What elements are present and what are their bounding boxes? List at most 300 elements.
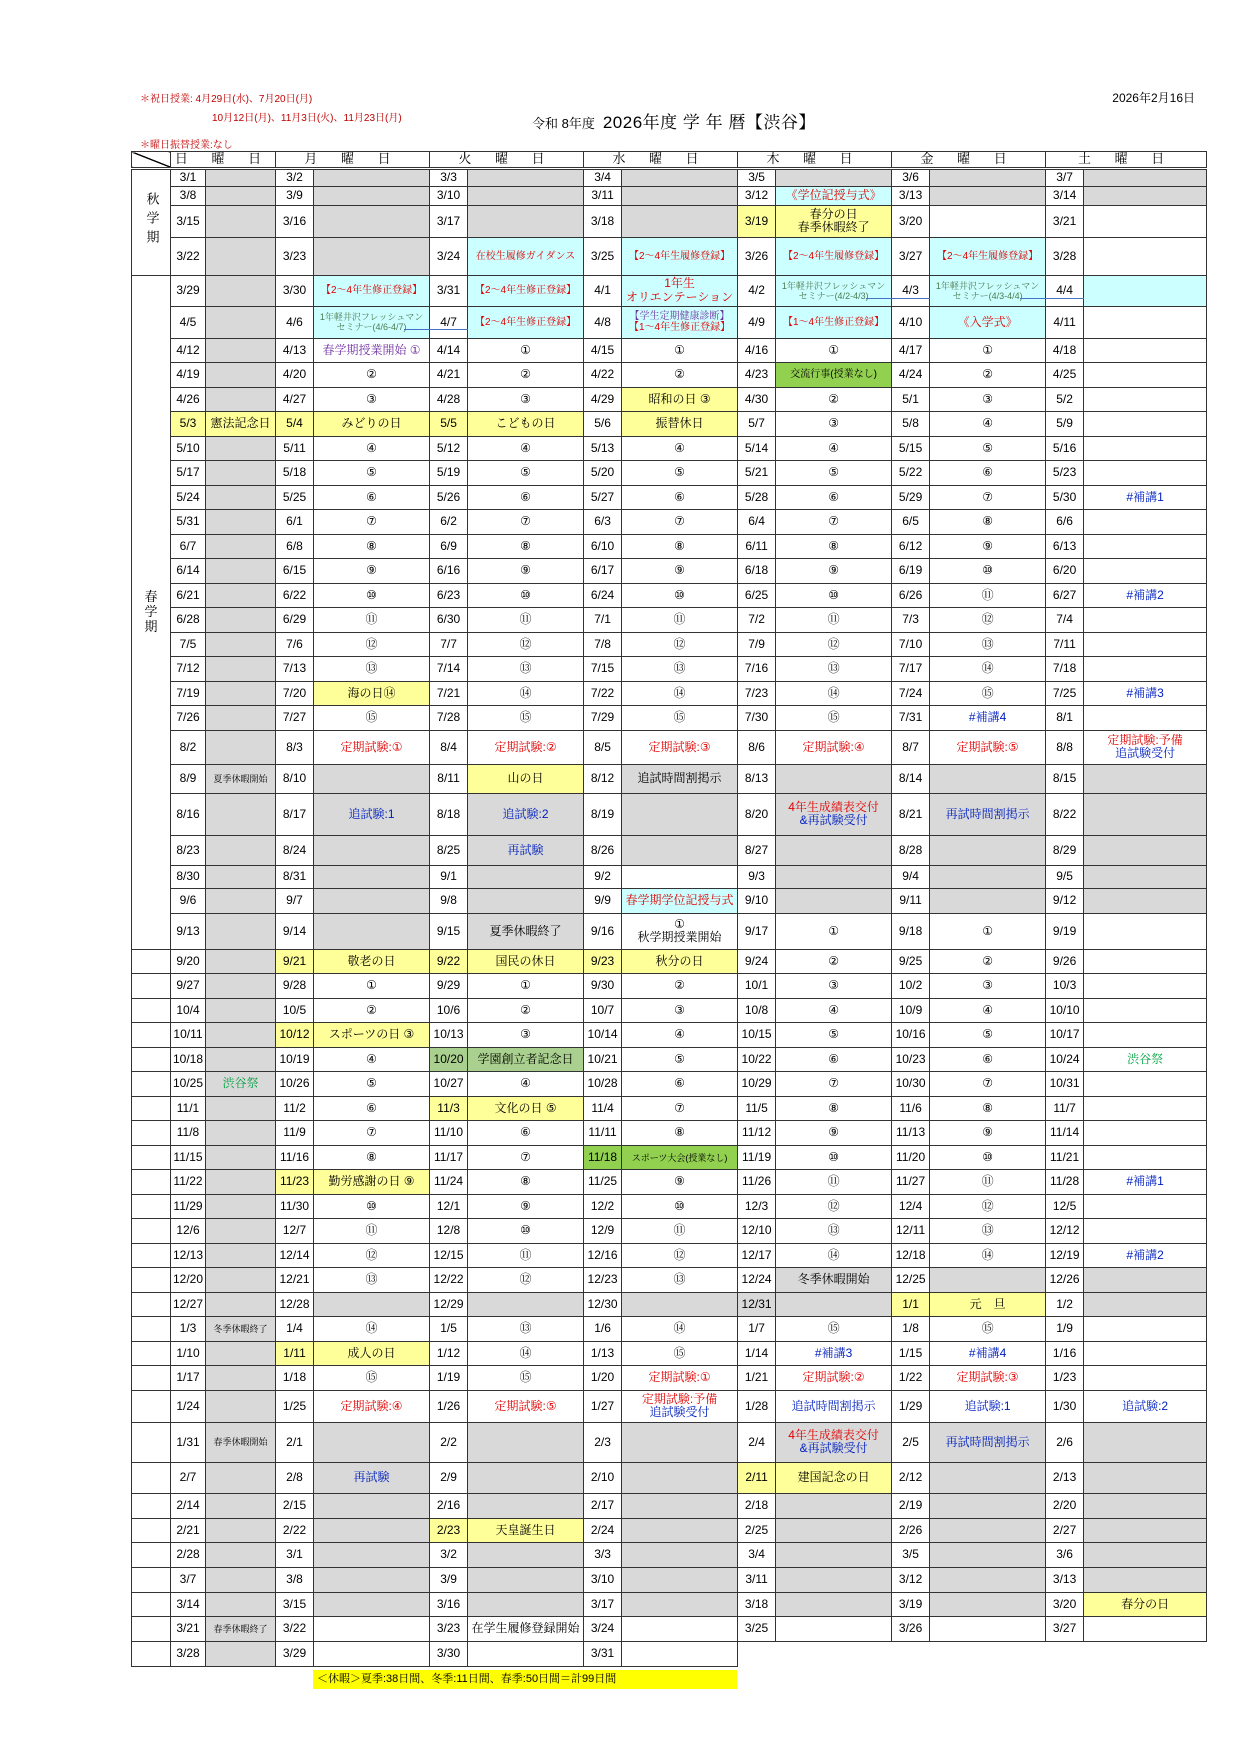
empty-cell — [1046, 1642, 1207, 1667]
date-cell: 3/28 — [1046, 237, 1084, 275]
date-cell: 5/23 — [1046, 461, 1084, 486]
week-row — [132, 1422, 1207, 1462]
event-cell — [314, 835, 430, 865]
event-text-line2: セミナー(4/6-4/7) — [336, 322, 407, 333]
event-text: ⑮ — [519, 710, 532, 725]
event-text: ⑮ — [673, 710, 686, 725]
event-cell — [776, 608, 892, 633]
date-cell: 10/30 — [892, 1072, 930, 1097]
week-row — [132, 974, 1207, 999]
date-cell: 9/11 — [892, 888, 930, 913]
event-text: ④ — [520, 440, 531, 455]
event-cell — [206, 510, 276, 535]
date-cell: 11/30 — [276, 1194, 314, 1219]
date-cell: 4/22 — [584, 363, 622, 388]
academic-calendar-table — [131, 151, 1207, 1667]
event-cell — [1084, 338, 1207, 363]
event-cell — [930, 1194, 1046, 1219]
event-text: ② — [828, 391, 839, 406]
week-row — [132, 168, 1207, 186]
date-cell: 3/9 — [276, 186, 314, 205]
event-text: 【2～4年生履修登録】 — [937, 250, 1039, 262]
event-text: ⑩ — [982, 1149, 993, 1164]
event-cell — [776, 1543, 892, 1568]
date-cell: 10/19 — [276, 1047, 314, 1072]
event-text: ⑬ — [673, 661, 686, 676]
event-cell — [1084, 1096, 1207, 1121]
date-cell: 7/25 — [1046, 681, 1084, 706]
event-cell — [776, 186, 892, 205]
event-cell — [622, 1194, 738, 1219]
week-row — [132, 436, 1207, 461]
event-cell — [622, 1170, 738, 1195]
date-cell: 1/27 — [584, 1390, 622, 1422]
event-text: 【2～4年生履修登録】 — [783, 250, 885, 262]
date-cell: 3/26 — [738, 237, 776, 275]
event-cell — [622, 632, 738, 657]
date-cell: 3/25 — [584, 237, 622, 275]
event-cell — [206, 1096, 276, 1121]
term-label-cell — [132, 1366, 171, 1391]
event-cell — [1084, 1219, 1207, 1244]
date-cell: 4/11 — [1046, 306, 1084, 338]
event-cell — [622, 1462, 738, 1493]
date-cell: 2/7 — [171, 1462, 206, 1493]
week-row — [132, 608, 1207, 633]
date-cell: 3/22 — [276, 1617, 314, 1642]
event-text-line2: 追試験受付 — [1115, 746, 1176, 761]
event-cell — [206, 168, 276, 186]
date-cell: 8/27 — [738, 835, 776, 865]
event-cell — [314, 1096, 430, 1121]
date-cell: 6/3 — [584, 510, 622, 535]
event-cell — [206, 706, 276, 731]
event-text: ⑮ — [519, 1370, 532, 1385]
date-cell: 10/15 — [738, 1023, 776, 1048]
event-cell — [468, 306, 584, 338]
event-cell — [776, 657, 892, 682]
date-cell: 4/7 — [430, 306, 468, 338]
date-cell: 2/19 — [892, 1493, 930, 1518]
event-cell — [468, 363, 584, 388]
date-cell: 2/4 — [738, 1422, 776, 1462]
date-cell: 9/16 — [584, 913, 622, 949]
date-cell: 1/20 — [584, 1366, 622, 1391]
date-cell: 11/9 — [276, 1121, 314, 1146]
event-text: 定期試験:② — [802, 1370, 865, 1385]
week-row — [132, 764, 1207, 793]
date-cell: 9/2 — [584, 865, 622, 888]
week-row — [132, 387, 1207, 412]
event-cell — [622, 412, 738, 437]
event-cell — [930, 1072, 1046, 1097]
event-cell — [776, 1341, 892, 1366]
event-text: ⑫ — [365, 636, 378, 651]
event-text: 敬老の日 — [347, 953, 396, 968]
date-cell: 3/24 — [430, 237, 468, 275]
event-cell — [206, 1023, 276, 1048]
event-cell — [930, 237, 1046, 275]
event-text: ⑤ — [828, 465, 839, 480]
week-row — [132, 186, 1207, 205]
event-cell — [314, 913, 430, 949]
date-cell: 6/12 — [892, 534, 930, 559]
date-cell: 3/17 — [584, 1592, 622, 1617]
event-cell — [314, 275, 430, 306]
event-cell — [314, 436, 430, 461]
event-cell — [468, 1072, 584, 1097]
date-cell: 11/14 — [1046, 1121, 1084, 1146]
event-cell — [776, 387, 892, 412]
event-text: ⑬ — [365, 1272, 378, 1287]
event-cell — [1084, 1462, 1207, 1493]
date-cell: 1/22 — [892, 1366, 930, 1391]
event-cell — [314, 793, 430, 835]
term-label-cell — [132, 1096, 171, 1121]
date-cell: 9/13 — [171, 913, 206, 949]
week-row — [132, 657, 1207, 682]
event-text: 再試験 — [507, 842, 544, 857]
date-cell: 2/12 — [892, 1462, 930, 1493]
date-cell: 8/20 — [738, 793, 776, 835]
term-label-cell — [132, 1592, 171, 1617]
week-row — [132, 1617, 1207, 1642]
date-cell: 10/17 — [1046, 1023, 1084, 1048]
date-cell: 1/2 — [1046, 1292, 1084, 1317]
event-text: ④ — [674, 1027, 685, 1042]
event-cell — [930, 913, 1046, 949]
date-cell: 6/19 — [892, 559, 930, 584]
event-cell — [622, 1543, 738, 1568]
event-text: ⑭ — [519, 685, 532, 700]
week-row — [132, 1145, 1207, 1170]
date-cell: 12/8 — [430, 1219, 468, 1244]
date-cell: 5/24 — [171, 485, 206, 510]
event-cell — [930, 1493, 1046, 1518]
event-cell — [206, 1568, 276, 1593]
event-cell — [468, 1617, 584, 1642]
event-text: ④ — [366, 1051, 377, 1066]
date-cell: 3/7 — [171, 1568, 206, 1593]
event-text: ⑬ — [519, 661, 532, 676]
event-text: ⑮ — [365, 710, 378, 725]
event-cell — [314, 338, 430, 363]
event-text: 春学期学位記授与式 — [625, 893, 734, 908]
event-text-line2: セミナー(4/2-4/3) — [798, 290, 869, 301]
date-cell: 7/13 — [276, 657, 314, 682]
week-row — [132, 998, 1207, 1023]
event-text: 振替休日 — [655, 416, 704, 431]
event-cell — [930, 186, 1046, 205]
event-cell — [1084, 1366, 1207, 1391]
event-cell — [622, 363, 738, 388]
event-text: ④ — [828, 1002, 839, 1017]
date-cell: 3/12 — [738, 186, 776, 205]
event-text: ① — [674, 916, 685, 931]
event-cell — [206, 888, 276, 913]
event-cell — [206, 338, 276, 363]
date-cell: 1/9 — [1046, 1317, 1084, 1342]
event-cell — [776, 1568, 892, 1593]
date-cell: 4/18 — [1046, 338, 1084, 363]
event-cell — [930, 1292, 1046, 1317]
event-cell — [468, 764, 584, 793]
date-cell: 12/30 — [584, 1292, 622, 1317]
event-text: ⑭ — [981, 1247, 994, 1262]
event-text: ⑧ — [366, 1149, 377, 1164]
event-text: 冬季休暇終了 — [213, 1324, 268, 1335]
date-cell: 7/22 — [584, 681, 622, 706]
event-cell — [206, 583, 276, 608]
date-cell: 3/31 — [430, 275, 468, 306]
event-text: 1年軽井沢フレッシュマン — [781, 280, 886, 291]
event-cell — [622, 1268, 738, 1293]
date-cell: 3/22 — [171, 237, 206, 275]
event-cell — [1084, 534, 1207, 559]
event-cell — [930, 1121, 1046, 1146]
event-cell — [468, 1518, 584, 1543]
date-cell: 3/15 — [276, 1592, 314, 1617]
date-cell: 5/22 — [892, 461, 930, 486]
event-cell — [468, 888, 584, 913]
event-cell — [468, 485, 584, 510]
event-cell — [930, 706, 1046, 731]
date-cell: 9/19 — [1046, 913, 1084, 949]
date-cell: 3/3 — [584, 1543, 622, 1568]
event-text: ① — [520, 342, 531, 357]
event-cell — [930, 998, 1046, 1023]
event-cell — [776, 168, 892, 186]
date-cell: 5/27 — [584, 485, 622, 510]
date-cell: 12/19 — [1046, 1243, 1084, 1268]
event-cell — [930, 730, 1046, 764]
event-text: ⑥ — [674, 1076, 685, 1091]
event-text: 在学生履修登録開始 — [471, 1621, 580, 1636]
event-cell — [776, 1219, 892, 1244]
event-cell — [776, 835, 892, 865]
event-text: ⑭ — [365, 1321, 378, 1336]
week-row — [132, 306, 1207, 338]
event-cell — [206, 1268, 276, 1293]
date-cell: 1/10 — [171, 1341, 206, 1366]
event-text-line2: 追試験受付 — [649, 1405, 710, 1420]
date-cell: 4/28 — [430, 387, 468, 412]
date-cell: 9/29 — [430, 974, 468, 999]
date-cell: 8/23 — [171, 835, 206, 865]
date-cell: 12/13 — [171, 1243, 206, 1268]
week-row — [132, 1194, 1207, 1219]
event-cell — [622, 949, 738, 974]
event-cell — [314, 1317, 430, 1342]
date-cell: 11/26 — [738, 1170, 776, 1195]
event-cell — [468, 510, 584, 535]
week-row — [132, 559, 1207, 584]
date-cell: 8/3 — [276, 730, 314, 764]
event-cell — [206, 186, 276, 205]
event-cell — [206, 1292, 276, 1317]
event-cell — [206, 559, 276, 584]
date-cell: 7/20 — [276, 681, 314, 706]
date-cell: 5/31 — [171, 510, 206, 535]
date-cell: 5/1 — [892, 387, 930, 412]
date-cell: 9/25 — [892, 949, 930, 974]
date-cell: 5/6 — [584, 412, 622, 437]
date-cell: 1/28 — [738, 1390, 776, 1422]
event-text: 学園創立者記念日 — [477, 1051, 574, 1066]
event-cell — [314, 1072, 430, 1097]
date-cell: 7/8 — [584, 632, 622, 657]
event-cell — [622, 1096, 738, 1121]
event-cell — [1084, 306, 1207, 338]
event-cell — [206, 237, 276, 275]
event-cell — [314, 1518, 430, 1543]
date-cell: 4/1 — [584, 275, 622, 306]
event-cell — [622, 1292, 738, 1317]
date-cell: 2/5 — [892, 1422, 930, 1462]
date-cell: 7/3 — [892, 608, 930, 633]
event-cell — [930, 1543, 1046, 1568]
date-cell: 5/26 — [430, 485, 468, 510]
event-cell — [1084, 1243, 1207, 1268]
date-cell: 2/10 — [584, 1462, 622, 1493]
event-cell — [776, 485, 892, 510]
event-text: ⑪ — [519, 612, 532, 627]
event-cell — [314, 168, 430, 186]
date-cell: 1/6 — [584, 1317, 622, 1342]
date-cell: 6/29 — [276, 608, 314, 633]
date-cell: 7/24 — [892, 681, 930, 706]
event-cell — [468, 1366, 584, 1391]
event-text: ⑪ — [519, 1247, 532, 1262]
date-cell: 7/19 — [171, 681, 206, 706]
event-cell — [1084, 237, 1207, 275]
event-text: 春分の日 — [809, 206, 858, 221]
date-cell: 11/1 — [171, 1096, 206, 1121]
term-label-cell — [132, 1292, 171, 1317]
date-cell: 8/15 — [1046, 764, 1084, 793]
event-text: 定期試験:④ — [802, 739, 865, 754]
event-cell — [1084, 412, 1207, 437]
date-cell: 1/7 — [738, 1317, 776, 1342]
event-text: ⑬ — [673, 1272, 686, 1287]
date-cell: 9/12 — [1046, 888, 1084, 913]
date-cell: 6/13 — [1046, 534, 1084, 559]
date-cell: 9/30 — [584, 974, 622, 999]
event-text-line2: &再試験受付 — [799, 1441, 868, 1456]
event-cell — [622, 436, 738, 461]
week-row — [132, 1518, 1207, 1543]
event-cell — [206, 387, 276, 412]
event-text: ⑭ — [827, 685, 840, 700]
event-text: 追試験:1 — [964, 1398, 1011, 1413]
week-row — [132, 1642, 1207, 1667]
event-text: ⑫ — [365, 1247, 378, 1262]
date-cell: 10/29 — [738, 1072, 776, 1097]
date-cell: 12/31 — [738, 1292, 776, 1317]
event-text: ⑪ — [981, 587, 994, 602]
date-cell: 11/4 — [584, 1096, 622, 1121]
event-text: 交流行事(授業なし) — [790, 369, 877, 381]
date-cell: 1/12 — [430, 1341, 468, 1366]
event-cell — [1084, 1518, 1207, 1543]
event-text: ③ — [520, 391, 531, 406]
event-cell — [776, 706, 892, 731]
date-cell: 5/16 — [1046, 436, 1084, 461]
event-cell — [468, 205, 584, 237]
title-main: 2026年度 学 年 暦【渋谷】 — [602, 113, 816, 132]
event-cell — [776, 632, 892, 657]
date-cell: 8/16 — [171, 793, 206, 835]
event-text: ⑥ — [828, 1051, 839, 1066]
event-cell — [468, 1023, 584, 1048]
event-text: ② — [828, 953, 839, 968]
date-cell: 7/9 — [738, 632, 776, 657]
date-cell: 6/6 — [1046, 510, 1084, 535]
event-text-line2: &再試験受付 — [799, 813, 868, 828]
date-cell: 5/8 — [892, 412, 930, 437]
date-cell: 7/6 — [276, 632, 314, 657]
event-text: ⑦ — [520, 1149, 531, 1164]
page-title — [532, 108, 816, 133]
event-text: 憲法記念日 — [210, 416, 271, 431]
event-cell — [468, 998, 584, 1023]
date-cell: 6/9 — [430, 534, 468, 559]
event-cell — [468, 865, 584, 888]
event-cell — [468, 412, 584, 437]
event-cell — [776, 1023, 892, 1048]
event-cell — [206, 793, 276, 835]
date-cell: 7/5 — [171, 632, 206, 657]
event-cell — [776, 1047, 892, 1072]
date-cell: 7/28 — [430, 706, 468, 731]
event-text: #補講2 — [1126, 1247, 1164, 1262]
term-label-char: 学 — [144, 603, 158, 619]
event-cell — [468, 1047, 584, 1072]
date-cell: 10/6 — [430, 998, 468, 1023]
term-label-autumn — [132, 168, 171, 275]
event-text: 冬季休暇開始 — [797, 1272, 870, 1287]
event-text: ⑩ — [366, 1198, 377, 1213]
event-cell — [206, 681, 276, 706]
date-cell: 9/15 — [430, 913, 468, 949]
event-text: ① — [828, 342, 839, 357]
event-cell — [468, 1543, 584, 1568]
event-cell — [776, 1170, 892, 1195]
date-cell: 2/14 — [171, 1493, 206, 1518]
week-row — [132, 730, 1207, 764]
event-text: 1年軽井沢フレッシュマン — [935, 280, 1040, 291]
event-text: ⑧ — [520, 1174, 531, 1189]
event-cell — [930, 205, 1046, 237]
event-cell — [468, 1462, 584, 1493]
date-cell: 8/14 — [892, 764, 930, 793]
date-cell: 8/1 — [1046, 706, 1084, 731]
event-cell — [776, 1617, 892, 1642]
event-cell — [930, 632, 1046, 657]
date-cell: 7/17 — [892, 657, 930, 682]
date-cell: 8/28 — [892, 835, 930, 865]
event-text: ⑤ — [520, 465, 531, 480]
event-cell — [1084, 730, 1207, 764]
event-text: 国民の休日 — [495, 953, 556, 968]
event-cell — [622, 913, 738, 949]
date-cell: 4/29 — [584, 387, 622, 412]
date-cell: 5/9 — [1046, 412, 1084, 437]
event-cell — [1084, 1592, 1207, 1617]
event-text: 定期試験:④ — [340, 1398, 403, 1413]
date-cell: 11/7 — [1046, 1096, 1084, 1121]
date-cell: 11/3 — [430, 1096, 468, 1121]
